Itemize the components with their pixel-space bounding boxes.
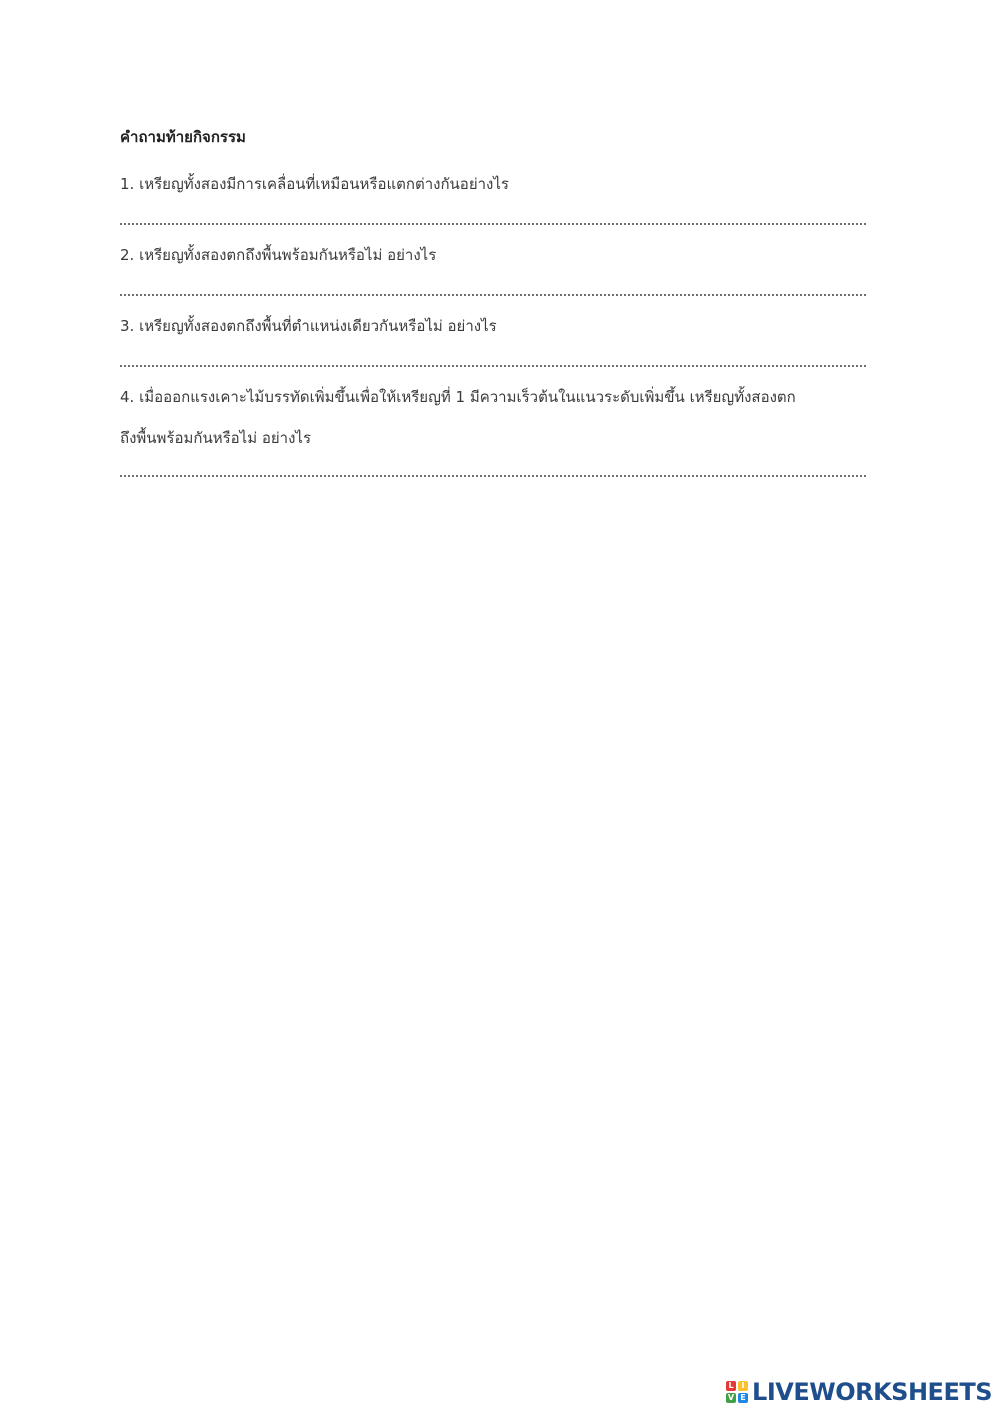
liveworksheets-logo-icon (726, 1381, 748, 1403)
liveworksheets-brand (726, 1377, 992, 1407)
question-2: 2. เหรียญทั้งสองตกถึงพื้นพร้อมกันหรือไม่ อย่างไร (120, 246, 437, 264)
logo-letter-v: V (727, 1393, 735, 1402)
question-3: 3. เหรียญทั้งสองตกถึงพื้นที่ตำแหน่งเดียวกันหรือไม่ อย่างไร (120, 317, 497, 335)
answer-line-2[interactable] (120, 294, 866, 296)
answer-line-1[interactable] (120, 223, 866, 225)
question-4-line-1: 4. เมื่อออกแรงเคาะไม้บรรทัดเพิ่มขึ้นเพื่อให้เหรียญที่ 1 มีความเร็วต้นในแนวระดับเพิ่มขึ้น เหรียญทั้งสองตก (120, 388, 796, 406)
answer-line-3[interactable] (120, 365, 866, 367)
worksheet-heading: คำถามท้ายกิจกรรม (120, 128, 246, 146)
answer-line-4[interactable] (120, 475, 866, 477)
question-1: 1. เหรียญทั้งสองมีการเคลื่อนที่เหมือนหรือแตกต่างกันอย่างไร (120, 175, 509, 193)
logo-letter-i: I (738, 1381, 748, 1391)
logo-letter-l: L (726, 1381, 736, 1391)
logo-letter-e: E (738, 1393, 748, 1403)
brand-wordmark: LIVEWORKSHEETS (752, 1378, 992, 1406)
worksheet (120, 124, 868, 487)
question-4-line-2: ถึงพื้นพร้อมกันหรือไม่ อย่างไร (120, 429, 312, 447)
